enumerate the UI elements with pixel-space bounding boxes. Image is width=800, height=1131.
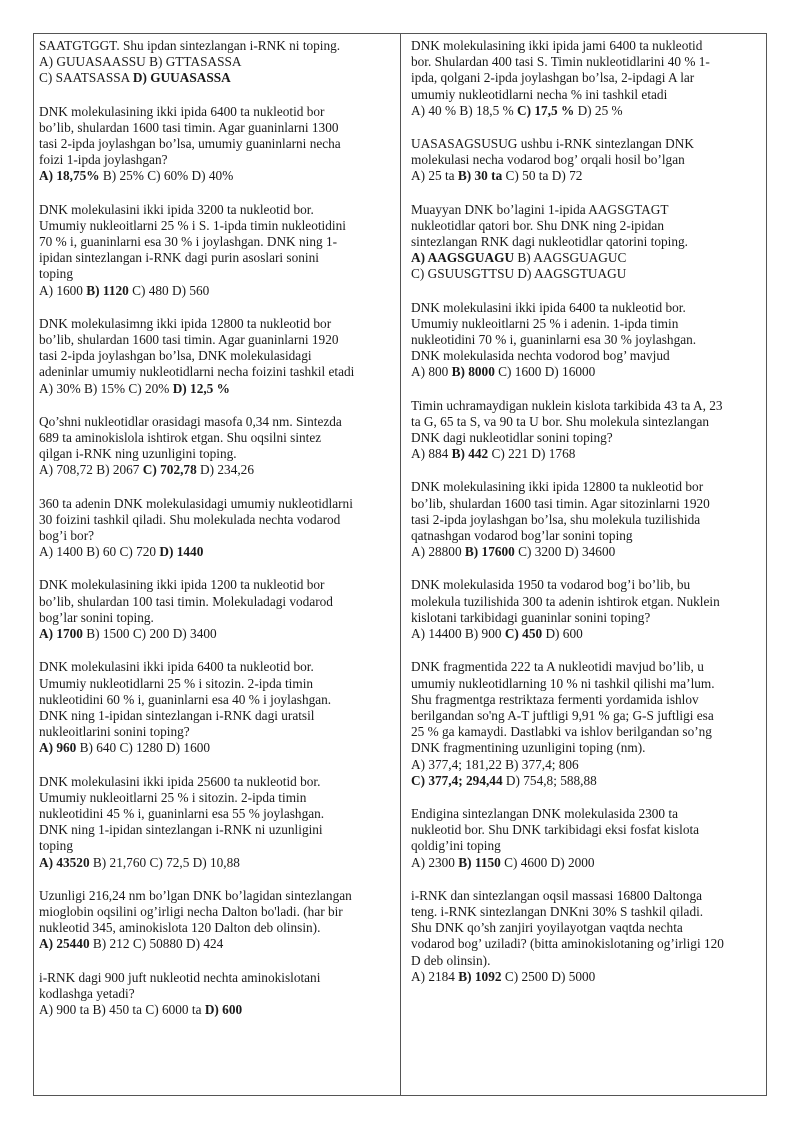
question-text-line	[39, 986, 391, 1002]
correct-answer: B) 1092	[458, 968, 502, 984]
question-text-line	[411, 496, 763, 512]
text-segment: DNK molekulasini ikki ipida 6400 ta nukleotid bor.	[39, 659, 314, 675]
text-segment: foizi 1-ipda joylashgan?	[39, 152, 168, 168]
question-text-line	[39, 348, 391, 364]
question-text-line	[411, 300, 763, 316]
question-block	[39, 104, 391, 185]
answer-options	[39, 1002, 391, 1018]
text-segment: Umumiy nukleoitlarni 25 % i adenin. 1-ipda timin	[411, 315, 679, 331]
text-segment: vodarod bog’ uziladi? (bitta aminokislotaning og’irligi 120	[411, 936, 724, 952]
text-segment: A) 1400 B) 60 C) 720	[39, 544, 160, 560]
text-segment: 25 % ga kamaydi. Dastlabki va ishlov berilgandan so’ng	[411, 724, 712, 740]
text-segment: DNK molekulasining ikki ipida 6400 ta nukleotid bor	[39, 103, 325, 119]
text-segment: A) 2184	[411, 968, 459, 984]
question-text-line	[411, 692, 763, 708]
question-text-line	[411, 430, 763, 446]
correct-answer: B) 17600	[464, 544, 515, 560]
correct-answer: B) 8000	[451, 364, 495, 380]
text-segment: A) 28800	[411, 544, 465, 560]
text-segment: qatnashgan vodarod bog’lar sonini toping	[411, 528, 633, 544]
text-segment: Muayyan DNK bo’lagini 1-ipida AAGSGTAGT	[411, 201, 669, 217]
answer-options	[411, 626, 763, 642]
text-segment: DNK molekulasining ikki ipida jami 6400 ta nukleotid	[411, 38, 703, 53]
text-segment: D) 25 %	[574, 102, 623, 118]
text-segment: nukleotidini 45 % i, guaninlarni esa 55 % joylashgan.	[39, 805, 325, 821]
text-segment: tasi 2-ipda joylashgan bo’lsa, DNK molekulasidagi	[39, 348, 312, 364]
text-segment: nukleotid bor. Shu DNK tarkibidagi eksi fosfat kislota	[411, 822, 700, 838]
question-text-line	[39, 904, 391, 920]
correct-answer: B) 442	[451, 446, 489, 462]
text-segment: i-RNK dagi 900 juft nukleotid nechta aminokislotani	[39, 969, 321, 985]
text-segment: C) 221 D) 1768	[488, 446, 576, 462]
question-text-line	[411, 577, 763, 593]
question-block	[411, 136, 763, 185]
question-text-line	[411, 888, 763, 904]
text-segment: ipidan sintezlangan i-RNK dagi purin asoslari sonini	[39, 250, 319, 266]
text-segment: bo’lib, shulardan 1600 tasi timin. Agar sitozinlarni 1920	[411, 495, 710, 511]
text-segment: B) 1500 C) 200 D) 3400	[82, 626, 217, 642]
text-segment: A) 2300	[411, 854, 459, 870]
column-divider	[400, 33, 401, 1096]
text-segment: A) 884	[411, 446, 452, 462]
question-text-line	[411, 676, 763, 692]
question-block	[411, 202, 763, 283]
question-text-line	[411, 724, 763, 740]
text-segment: nukleotidini 70 % i, guaninlarni esa 30 % joylashgan.	[411, 332, 697, 348]
answer-options	[39, 283, 391, 299]
text-segment: molekulasi necha vodarod bog’ orqali hosil bo’lgan	[411, 152, 685, 168]
text-segment: Umumiy nukleoitlarni 25 % i S. 1-ipda timin nukleotidini	[39, 217, 346, 233]
correct-answer: B) 1150	[458, 854, 501, 870]
text-segment: Qo’shni nukleotidlar orasidagi masofa 0,34 nm. Sintezda	[39, 413, 342, 429]
question-text-line	[411, 202, 763, 218]
correct-answer: D) 600	[204, 1001, 243, 1017]
text-segment: tasi 2-ipda joylashgan bo’lsa, umumiy guaninlarni necha	[39, 136, 341, 152]
question-text-line	[411, 152, 763, 168]
answer-options	[39, 381, 391, 397]
text-segment: Shu DNK qo’sh zanjiri yoyilayotgan vaqtda nechta	[411, 920, 683, 936]
text-segment: DNK molekulasini ikki ipida 6400 ta nukleotid bor.	[411, 299, 686, 315]
text-segment: A) 30% B) 15% C) 20%	[39, 380, 173, 396]
question-block	[39, 316, 391, 397]
text-segment: bog’lar sonini toping.	[39, 609, 154, 625]
question-text-line	[39, 104, 391, 120]
correct-answer: A) 25440	[39, 936, 90, 952]
correct-answer: D) 1440	[159, 544, 204, 560]
question-block	[39, 496, 391, 561]
question-text-line	[411, 757, 763, 773]
question-text-line	[411, 740, 763, 756]
text-segment: UASASAGSUSUG ushbu i-RNK sintezlangan DNK	[411, 136, 694, 152]
question-block	[411, 806, 763, 871]
question-text-line	[39, 920, 391, 936]
question-text-line	[411, 904, 763, 920]
text-segment: DNK molekulasini ikki ipida 25600 ta nukleotid bor.	[39, 773, 321, 789]
correct-answer: B) 1120	[86, 282, 129, 298]
correct-answer: D) GUUASASSA	[132, 70, 231, 86]
text-segment: DNK fragmentining uzunligini toping (nm).	[411, 740, 646, 756]
text-segment: DNK ning 1-ipidan sintezlangan i-RNK ni uzunligini	[39, 822, 323, 838]
text-segment: C) 480 D) 560	[128, 282, 210, 298]
question-text-line	[39, 970, 391, 986]
question-text-line	[39, 266, 391, 282]
correct-answer: C) 450	[504, 626, 543, 642]
text-segment: toping	[39, 838, 73, 854]
text-segment: 360 ta adenin DNK molekulasidagi umumiy nukleotidlarni	[39, 495, 353, 511]
question-text-line	[39, 136, 391, 152]
question-block	[411, 577, 763, 642]
text-segment: C) 1600 D) 16000	[494, 364, 596, 380]
text-segment: C) 2500 D) 5000	[501, 968, 596, 984]
question-block	[39, 774, 391, 871]
question-text-line	[411, 806, 763, 822]
question-text-line	[39, 692, 391, 708]
question-block	[39, 888, 391, 953]
correct-answer: A) 1700	[39, 626, 83, 642]
answer-options	[39, 168, 391, 184]
text-segment: nukleotid 345, aminokislota 120 Dalton deb olinsin).	[39, 920, 321, 936]
text-segment: A) 40 % B) 18,5 %	[411, 102, 517, 118]
text-segment: ipda, qolgani 2-ipda joylashgan bo’lsa, 2-ipdagi A lar	[411, 70, 695, 86]
answer-options	[39, 544, 391, 560]
text-segment: qoldig’ini toping	[411, 838, 501, 854]
correct-answer: C) 702,78	[142, 462, 197, 478]
correct-answer: A) 18,75%	[39, 168, 100, 184]
text-segment: nukleoitlarini sonini toping?	[39, 724, 190, 740]
text-segment: DNK dagi nukleotidlar sonini toping?	[411, 430, 613, 446]
question-text-line	[39, 234, 391, 250]
answer-options	[411, 773, 763, 789]
text-segment: D) 600	[542, 626, 583, 642]
answer-options	[411, 855, 763, 871]
correct-answer: C) 377,4; 294,44	[411, 772, 503, 788]
text-segment: Uzunligi 216,24 nm bo’lgan DNK bo’lagidan sintezlangan	[39, 887, 352, 903]
question-text-line	[411, 512, 763, 528]
question-text-line	[39, 822, 391, 838]
text-segment: bog’i bor?	[39, 528, 95, 544]
question-block	[39, 577, 391, 642]
text-segment: C) SAATSASSA	[39, 70, 133, 86]
left-column	[39, 38, 391, 1035]
question-text-line	[39, 512, 391, 528]
text-segment: molekula tuzilishida 300 ta adenin ishtirok etgan. Nuklein	[411, 593, 720, 609]
question-text-line	[411, 920, 763, 936]
text-segment: bo’lib, shulardan 100 tasi timin. Molekuladagi vodarod	[39, 593, 333, 609]
question-text-line	[39, 332, 391, 348]
text-segment: Umumiy nukleotidlarni 25 % i sitozin. 2-ipda timin	[39, 675, 314, 691]
question-text-line	[411, 332, 763, 348]
question-block	[39, 38, 391, 87]
text-segment: B) 25% C) 60% D) 40%	[99, 168, 234, 184]
text-segment: B) 640 C) 1280 D) 1600	[76, 740, 211, 756]
question-text-line	[39, 806, 391, 822]
question-block	[411, 659, 763, 789]
text-segment: Umumiy nukleoitlarni 25 % i sitozin. 2-ipda timin	[39, 789, 307, 805]
question-text-line	[39, 316, 391, 332]
text-segment: Timin uchramaydigan nuklein kislota tarkibida 43 ta A, 23	[411, 397, 723, 413]
question-text-line	[411, 54, 763, 70]
correct-answer: B) 30 ta	[457, 168, 503, 184]
text-segment: teng. i-RNK sintezlangan DNKni 30% S tashkil qiladi.	[411, 903, 704, 919]
question-text-line	[39, 202, 391, 218]
question-text-line	[39, 496, 391, 512]
correct-answer: D) 12,5 %	[172, 380, 230, 396]
text-segment: 70 % i, guaninlarni esa 30 % i joylashgan. DNK ning 1-	[39, 234, 338, 250]
text-segment: B) 212 C) 50880 D) 424	[89, 936, 224, 952]
text-segment: DNK molekulasining ikki ipida 1200 ta nukleotid bor	[39, 577, 325, 593]
text-segment: bo’lib, shulardan 1600 tasi timin. Agar guaninlarni 1300	[39, 119, 339, 135]
text-segment: sintezlangan RNK dagi nukleotidlar qatorini toping.	[411, 234, 688, 250]
correct-answer: A) 960	[39, 740, 77, 756]
answer-options	[411, 266, 763, 282]
question-text-line	[411, 136, 763, 152]
question-text-line	[39, 38, 391, 54]
text-segment: C) 50 ta D) 72	[502, 168, 583, 184]
text-segment: Endigina sintezlangan DNK molekulasida 2300 ta	[411, 805, 678, 821]
question-text-line	[39, 888, 391, 904]
text-segment: adeninlar umumiy nukleotidlarni necha foizini tashkil etadi	[39, 364, 355, 380]
question-block	[39, 659, 391, 756]
text-segment: B) AAGSGUAGUC	[514, 250, 627, 266]
question-text-line	[39, 790, 391, 806]
question-text-line	[39, 577, 391, 593]
text-segment: DNK molekulasida nechta vodorod bog’ mavjud	[411, 348, 670, 364]
question-text-line	[411, 838, 763, 854]
text-segment: DNK molekulasining ikki ipida 12800 ta nukleotid bor	[411, 479, 704, 495]
text-segment: A) 1600	[39, 282, 87, 298]
text-segment: SAATGTGGT. Shu ipdan sintezlangan i-RNK ni toping.	[39, 38, 341, 53]
question-text-line	[39, 838, 391, 854]
question-text-line	[411, 659, 763, 675]
correct-answer: C) 17,5 %	[517, 102, 575, 118]
question-text-line	[411, 348, 763, 364]
question-block	[411, 300, 763, 381]
question-text-line	[411, 398, 763, 414]
text-segment: DNK fragmentida 222 ta A nukleotidi mavjud bo’lib, u	[411, 659, 704, 675]
answer-options	[39, 626, 391, 642]
question-text-line	[39, 708, 391, 724]
text-segment: qilgan i-RNK ning uzunligini toping.	[39, 446, 237, 462]
question-text-line	[411, 316, 763, 332]
question-text-line	[39, 54, 391, 70]
answer-options	[411, 446, 763, 462]
question-text-line	[411, 936, 763, 952]
question-text-line	[411, 953, 763, 969]
text-segment: berilgandan so'ng A-T juftligi 9,91 % ga; G-S juftligi esa	[411, 707, 714, 723]
question-text-line	[39, 446, 391, 462]
text-segment: A) 377,4; 181,22 B) 377,4; 806	[411, 756, 579, 772]
text-segment: nukleotidini 60 % i, guaninlarni esa 40 % i joylashgan.	[39, 691, 332, 707]
text-segment: tasi 2-ipda joylashgan bo’lsa, shu molekula tuzilishida	[411, 511, 701, 527]
question-text-line	[411, 708, 763, 724]
question-block	[39, 970, 391, 1019]
question-text-line	[39, 414, 391, 430]
question-text-line	[411, 87, 763, 103]
text-segment: bo’lib, shulardan 1600 tasi timin. Agar guaninlarni 1920	[39, 332, 339, 348]
answer-options	[39, 70, 391, 86]
text-segment: C) 3200 D) 34600	[514, 544, 616, 560]
text-segment: B) 21,760 C) 72,5 D) 10,88	[89, 854, 240, 870]
correct-answer: A) 43520	[39, 854, 90, 870]
question-text-line	[39, 218, 391, 234]
question-text-line	[411, 822, 763, 838]
question-block	[411, 38, 763, 119]
question-text-line	[39, 120, 391, 136]
question-text-line	[39, 152, 391, 168]
question-text-line	[39, 676, 391, 692]
question-text-line	[39, 364, 391, 380]
answer-options	[411, 168, 763, 184]
answer-options	[39, 936, 391, 952]
text-segment: nukleotidlar qatori bor. Shu DNK ning 2-ipidan	[411, 217, 664, 233]
text-segment: kodlashga yetadi?	[39, 985, 135, 1001]
answer-options	[411, 364, 763, 380]
question-block	[39, 414, 391, 479]
question-text-line	[39, 724, 391, 740]
question-text-line	[39, 528, 391, 544]
answer-options	[39, 855, 391, 871]
text-segment: ta G, 65 ta S, va 90 ta U bor. Shu molekula sintezlangan	[411, 413, 710, 429]
text-segment: DNK molekulasini ikki ipida 3200 ta nukleotid bor.	[39, 201, 314, 217]
text-segment: Shu fragmentga restriktaza fermenti yordamida ishlov	[411, 691, 699, 707]
question-block	[39, 202, 391, 299]
correct-answer: A) AAGSGUAGU	[411, 250, 515, 266]
text-segment: umumiy nukleotidlarni necha % ini tashkil etadi	[411, 86, 668, 102]
text-segment: 30 foizini tashkil qiladi. Shu molekulada nechta vodarod	[39, 511, 341, 527]
question-text-line	[411, 38, 763, 54]
question-block	[411, 398, 763, 463]
answer-options	[411, 103, 763, 119]
text-segment: 689 ta aminokislola ishtirok etgan. Shu oqsilni sintez	[39, 430, 322, 446]
text-segment: DNK molekulasida 1950 ta vodarod bog’i bo’lib, bu	[411, 577, 691, 593]
answer-options	[39, 462, 391, 478]
question-text-line	[411, 610, 763, 626]
answer-options	[411, 969, 763, 985]
question-text-line	[411, 70, 763, 86]
text-segment: bor. Shulardan 400 tasi S. Timin nukleotidlarini 40 % 1-	[411, 54, 710, 70]
question-text-line	[411, 594, 763, 610]
text-segment: D deb olinsin).	[411, 952, 491, 968]
text-segment: A) 800	[411, 364, 452, 380]
question-block	[411, 479, 763, 560]
text-segment: A) 25 ta	[411, 168, 458, 184]
question-text-line	[411, 528, 763, 544]
question-text-line	[411, 250, 763, 266]
answer-options	[411, 544, 763, 560]
question-text-line	[39, 250, 391, 266]
text-segment: DNK ning 1-ipidan sintezlangan i-RNK dagi uratsil	[39, 707, 315, 723]
question-text-line	[411, 234, 763, 250]
text-segment: A) 708,72 B) 2067	[39, 462, 143, 478]
question-text-line	[411, 414, 763, 430]
text-segment: kislotani tarkibidagi guaninlar sonini toping?	[411, 609, 651, 625]
text-segment: A) 14400 B) 900	[411, 626, 505, 642]
text-segment: D) 234,26	[196, 462, 254, 478]
question-text-line	[411, 218, 763, 234]
question-block	[411, 888, 763, 985]
text-segment: A) GUUASAASSU B) GTTASASSA	[39, 54, 242, 70]
question-text-line	[39, 774, 391, 790]
question-text-line	[39, 594, 391, 610]
text-segment: umumiy nukleotidlarning 10 % ni tashkil qilishi ma’lum.	[411, 675, 715, 691]
text-segment: A) 900 ta B) 450 ta C) 6000 ta	[39, 1001, 205, 1017]
answer-options	[39, 740, 391, 756]
right-column	[411, 38, 763, 1002]
text-segment: i-RNK dan sintezlangan oqsil massasi 16800 Daltonga	[411, 887, 703, 903]
text-segment: C) GSUUSGTTSU D) AAGSGTUAGU	[411, 266, 627, 282]
text-segment: mioglobin oqsilini og’irligi necha Dalton bo'ladi. (har bir	[39, 903, 343, 919]
text-segment: C) 4600 D) 2000	[500, 854, 595, 870]
question-text-line	[411, 479, 763, 495]
text-segment: D) 754,8; 588,88	[502, 772, 597, 788]
question-text-line	[39, 610, 391, 626]
question-text-line	[39, 430, 391, 446]
text-segment: DNK molekulasimng ikki ipida 12800 ta nukleotid bor	[39, 315, 332, 331]
question-text-line	[39, 659, 391, 675]
text-segment: toping	[39, 266, 73, 282]
